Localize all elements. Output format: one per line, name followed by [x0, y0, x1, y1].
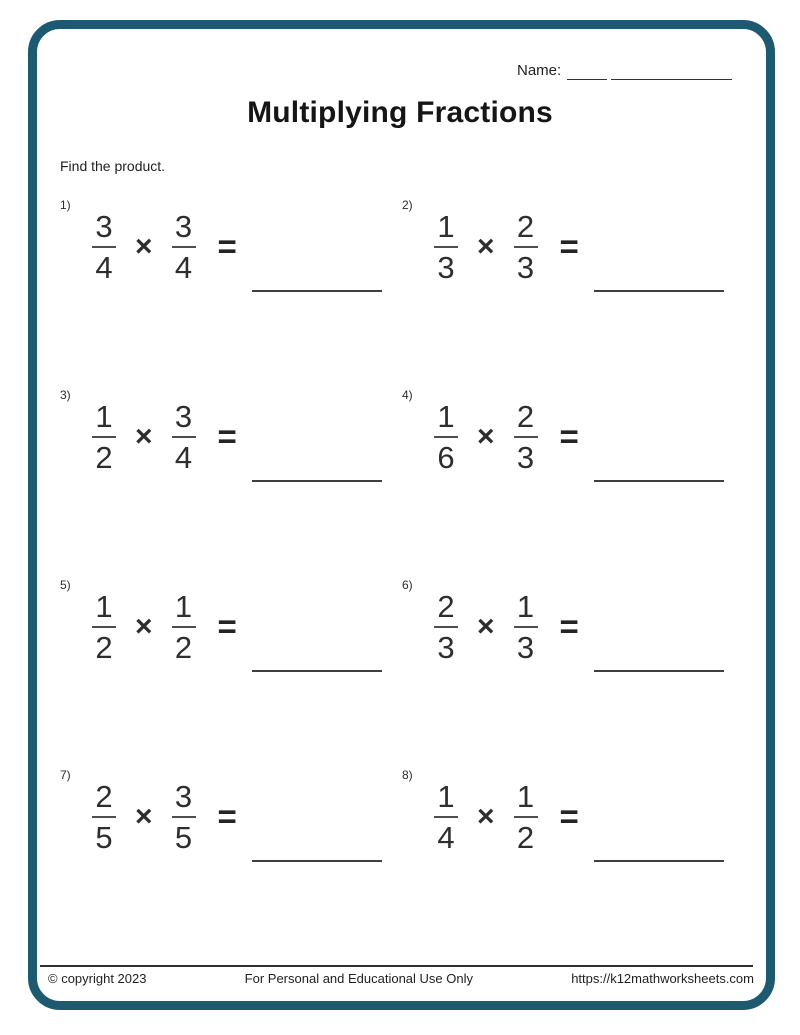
fraction-2-numerator: 2 [516, 209, 535, 244]
fraction-1-numerator: 1 [95, 399, 113, 434]
answer-blank[interactable] [594, 860, 724, 862]
fraction-bar [434, 246, 458, 248]
fraction-2 [165, 400, 203, 474]
fraction-bar [434, 816, 458, 818]
answer-blank[interactable] [252, 860, 382, 862]
fraction-1-numerator: 1 [437, 209, 455, 244]
fraction-bar [172, 246, 196, 248]
fraction-2-denominator: 2 [516, 820, 535, 855]
problem-expression [427, 198, 750, 284]
copyright-text: © copyright 2023 [48, 971, 147, 986]
fraction-1 [427, 780, 465, 854]
name-line[interactable] [567, 62, 607, 80]
answer-blank[interactable] [252, 290, 382, 292]
fraction-1-numerator: 1 [95, 589, 113, 624]
equals-sign: = [559, 608, 579, 645]
fraction-bar [434, 436, 458, 438]
multiply-icon: × [477, 230, 495, 263]
fraction-2-denominator: 5 [174, 820, 193, 855]
fraction-bar [92, 436, 116, 438]
multiply-icon: × [135, 420, 153, 453]
name-field [517, 61, 732, 80]
fraction-1-numerator: 3 [95, 209, 113, 244]
multiply-icon: × [135, 800, 153, 833]
fraction-1-denominator: 5 [95, 820, 113, 855]
answer-blank[interactable] [594, 670, 724, 672]
page-title: Multiplying Fractions [247, 96, 553, 129]
fraction-2-numerator: 3 [174, 779, 193, 814]
answer-blank[interactable] [594, 290, 724, 292]
problem [60, 578, 402, 768]
fraction-1-denominator: 6 [437, 440, 455, 475]
problem [60, 198, 402, 388]
fraction-1-numerator: 2 [95, 779, 113, 814]
problem [402, 578, 750, 768]
fraction-1 [427, 400, 465, 474]
problem-expression [85, 768, 402, 854]
fraction-1 [427, 210, 465, 284]
fraction-1-numerator: 1 [437, 399, 455, 434]
website-url[interactable]: https://k12mathworksheets.com [571, 971, 754, 986]
problem-number: 2) [402, 198, 413, 212]
name-label: Name: [517, 62, 562, 79]
problem-expression [427, 578, 750, 664]
equals-sign: = [559, 798, 579, 835]
fraction-2-denominator: 2 [174, 630, 193, 665]
fraction-1 [85, 780, 123, 854]
fraction-2 [507, 400, 545, 474]
fraction-2-numerator: 2 [516, 399, 535, 434]
fraction-bar [92, 816, 116, 818]
equals-sign: = [217, 228, 237, 265]
fraction-1-denominator: 2 [95, 440, 113, 475]
fraction-1-denominator: 2 [95, 630, 113, 665]
fraction-2-denominator: 3 [516, 250, 535, 285]
fraction-2-denominator: 4 [174, 250, 193, 285]
equals-sign: = [217, 608, 237, 645]
fraction-2 [165, 210, 203, 284]
multiply-icon: × [135, 230, 153, 263]
fraction-2-numerator: 1 [174, 589, 193, 624]
problem-number: 6) [402, 578, 413, 592]
fraction-1-denominator: 3 [437, 630, 455, 665]
problem [402, 768, 750, 958]
fraction-2-denominator: 4 [174, 440, 193, 475]
footer [48, 971, 754, 986]
fraction-2-numerator: 3 [174, 399, 193, 434]
fraction-2-numerator: 3 [174, 209, 193, 244]
fraction-2-denominator: 3 [516, 440, 535, 475]
fraction-bar [172, 816, 196, 818]
fraction-bar [92, 246, 116, 248]
problems-grid [60, 198, 750, 958]
fraction-bar [514, 626, 538, 628]
problem-number: 1) [60, 198, 71, 212]
multiply-icon: × [477, 800, 495, 833]
problem-number: 4) [402, 388, 413, 402]
fraction-bar [514, 816, 538, 818]
fraction-2 [507, 780, 545, 854]
name-line[interactable] [611, 62, 732, 80]
fraction-1-numerator: 2 [437, 589, 455, 624]
problem-expression [427, 388, 750, 474]
fraction-2 [507, 590, 545, 664]
problem [60, 768, 402, 958]
fraction-bar [172, 436, 196, 438]
fraction-1-denominator: 4 [437, 820, 455, 855]
fraction-1-numerator: 1 [437, 779, 455, 814]
problem-number: 3) [60, 388, 71, 402]
equals-sign: = [559, 418, 579, 455]
fraction-1 [85, 590, 123, 664]
fraction-1 [85, 400, 123, 474]
fraction-2-numerator: 1 [516, 779, 535, 814]
equals-sign: = [217, 418, 237, 455]
answer-blank[interactable] [252, 670, 382, 672]
equals-sign: = [559, 228, 579, 265]
problem [402, 388, 750, 578]
multiply-icon: × [477, 610, 495, 643]
usage-text: For Personal and Educational Use Only [244, 971, 474, 986]
fraction-2-numerator: 1 [516, 589, 535, 624]
answer-blank[interactable] [594, 480, 724, 482]
instruction-text: Find the product. [60, 158, 166, 174]
fraction-bar [434, 626, 458, 628]
multiply-icon: × [477, 420, 495, 453]
multiply-icon: × [135, 610, 153, 643]
fraction-2-denominator: 3 [516, 630, 535, 665]
fraction-1 [427, 590, 465, 664]
fraction-2 [165, 590, 203, 664]
problem-expression [85, 198, 402, 284]
equals-sign: = [217, 798, 237, 835]
fraction-bar [514, 436, 538, 438]
problem-number: 7) [60, 768, 71, 782]
fraction-1 [85, 210, 123, 284]
fraction-bar [514, 246, 538, 248]
fraction-2 [507, 210, 545, 284]
fraction-bar [92, 626, 116, 628]
problem-expression [85, 578, 402, 664]
fraction-1-denominator: 3 [437, 250, 455, 285]
fraction-2 [165, 780, 203, 854]
answer-blank[interactable] [252, 480, 382, 482]
problem-expression [85, 388, 402, 474]
footer-divider [40, 965, 753, 967]
problem-number: 5) [60, 578, 71, 592]
fraction-1-denominator: 4 [95, 250, 113, 285]
problem [402, 198, 750, 388]
problem [60, 388, 402, 578]
fraction-bar [172, 626, 196, 628]
problem-expression [427, 768, 750, 854]
problem-number: 8) [402, 768, 413, 782]
